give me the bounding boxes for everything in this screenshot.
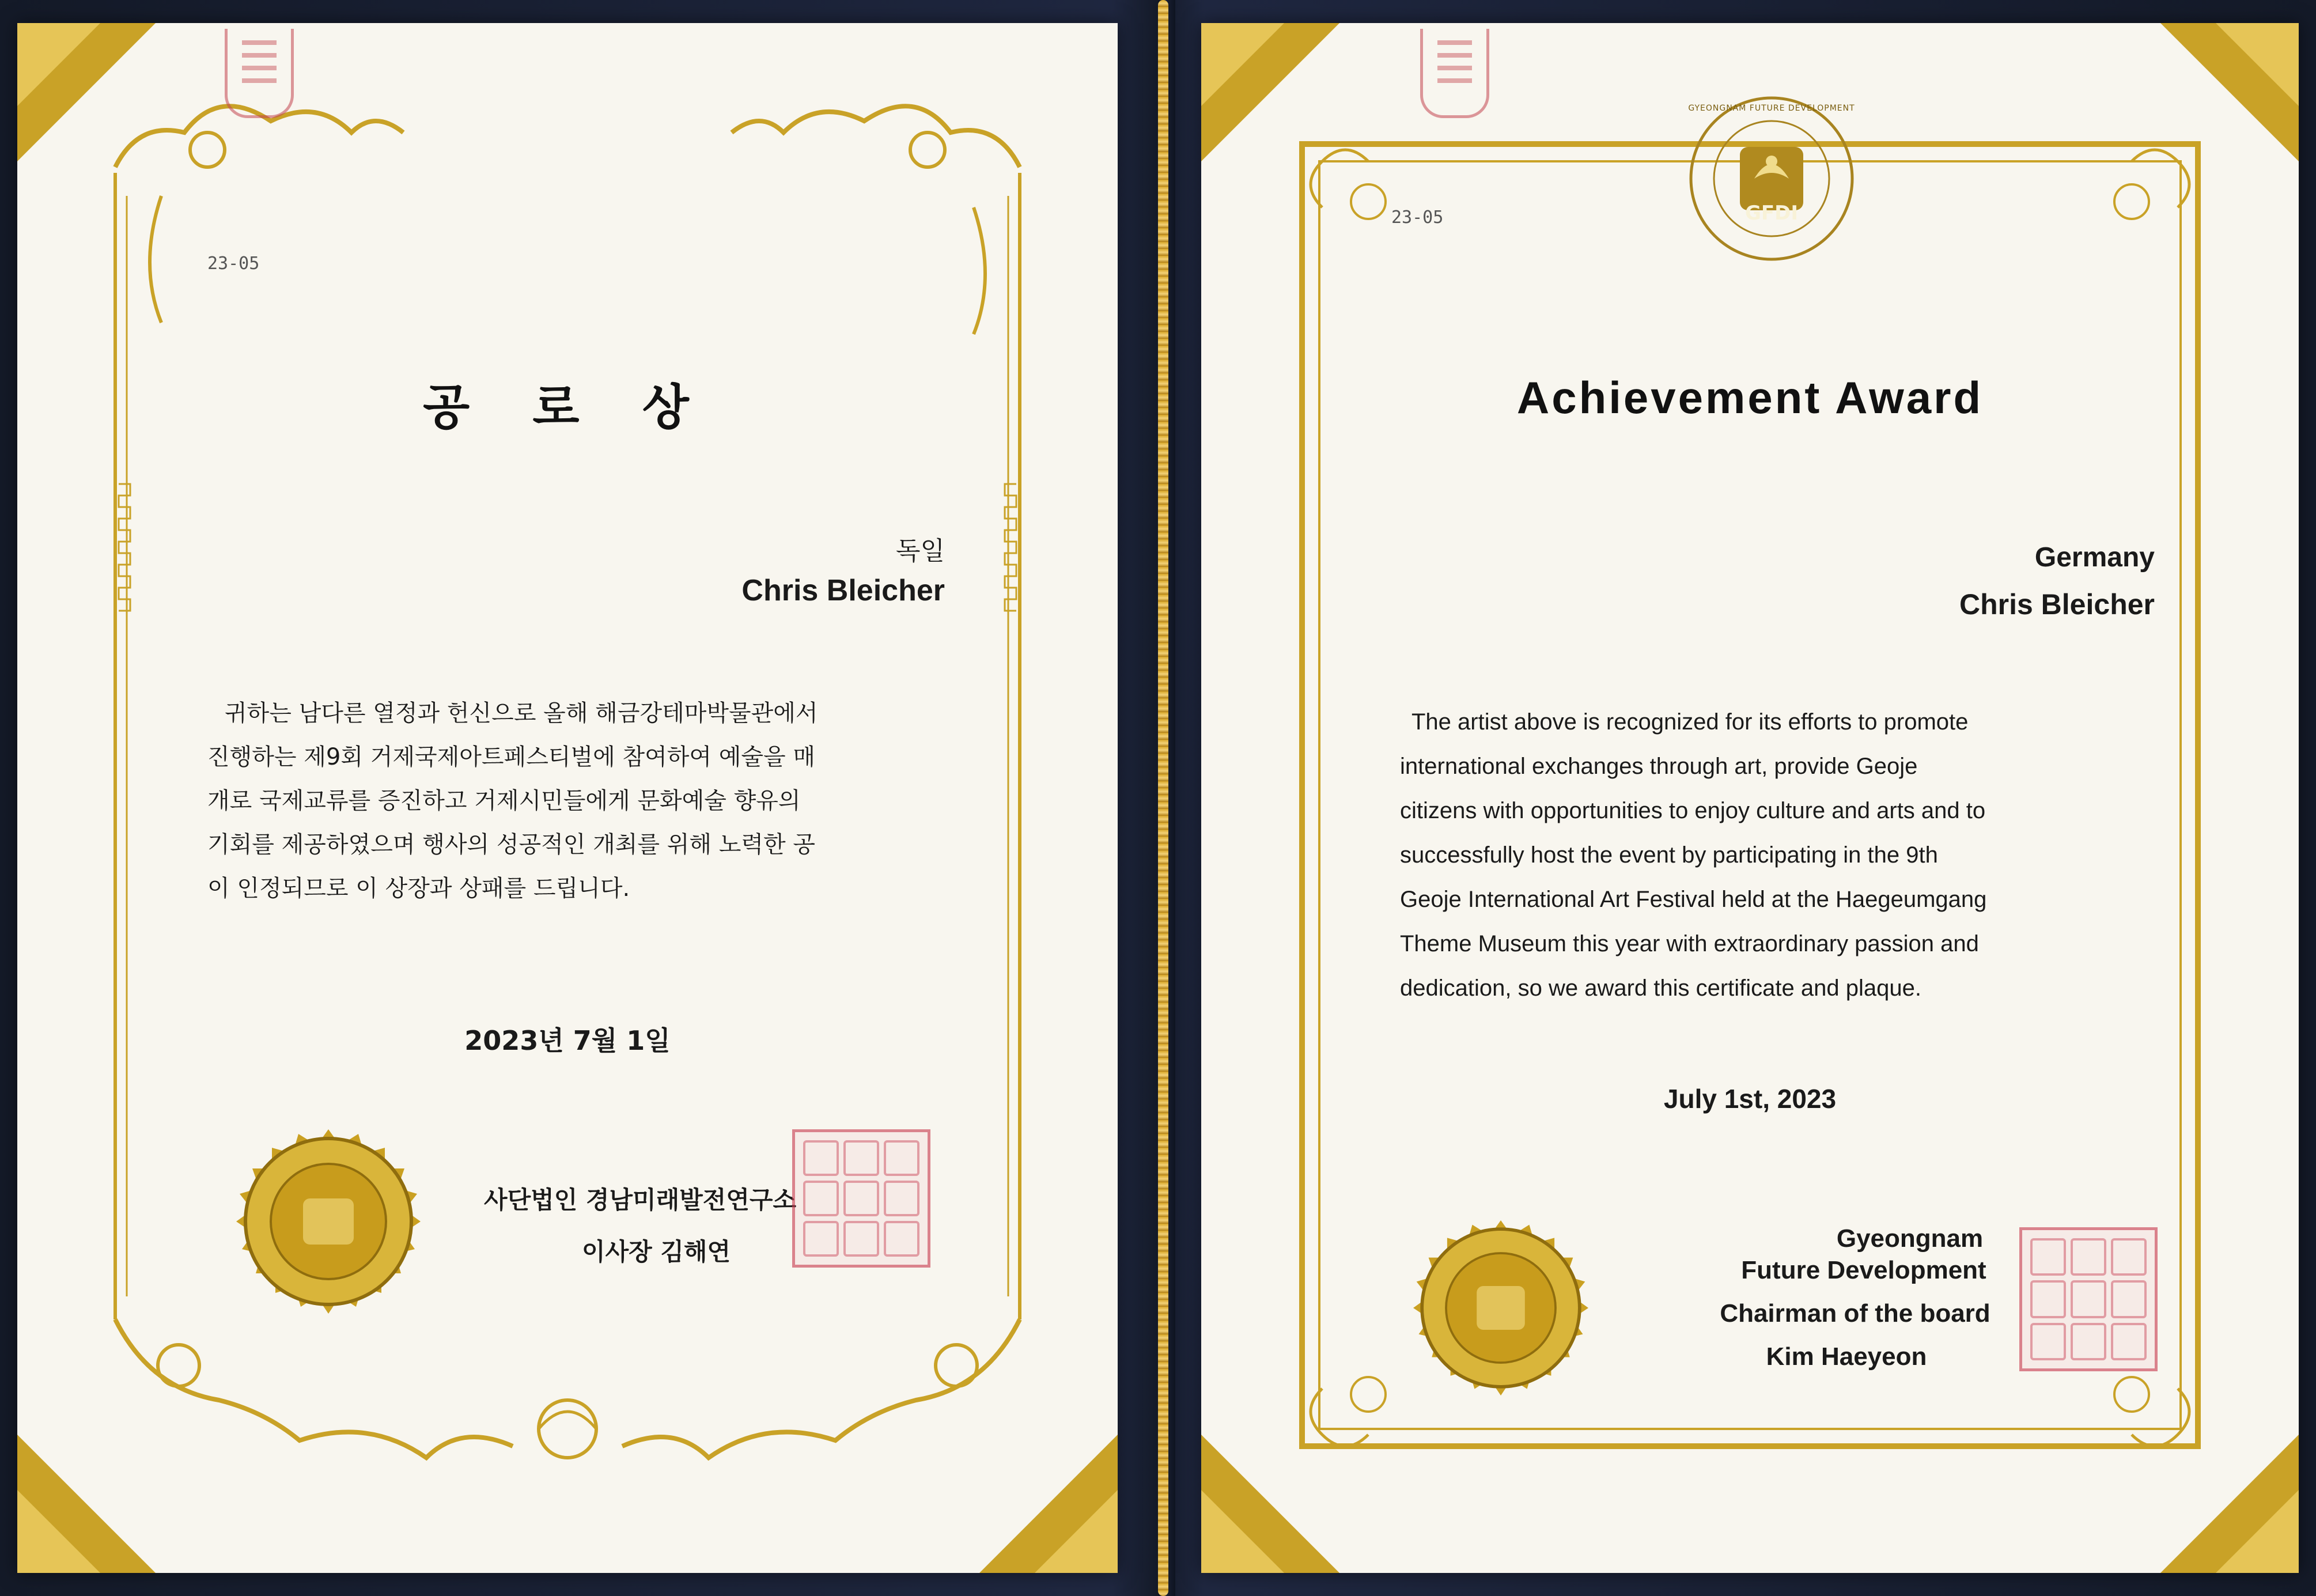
serial-number: 23-05 xyxy=(207,254,260,274)
gold-seal-icon xyxy=(1391,1198,1610,1417)
recipient-country: 독일 xyxy=(895,536,945,566)
citation-line: citizens with opportunities to enjoy culture and arts and to xyxy=(1400,798,1986,823)
gold-cord xyxy=(1158,0,1168,1596)
citation-line: The artist above is recognized for its efforts to promote xyxy=(1411,709,1969,735)
gold-corner-bottom-left xyxy=(17,1435,156,1573)
citation-body xyxy=(207,691,945,910)
organization-line-1: Gyeongnam xyxy=(1836,1224,1984,1253)
citation-line: Theme Museum this year with extraordinary passion and xyxy=(1400,931,1979,956)
gold-seal-icon xyxy=(213,1106,444,1337)
gold-corner-bottom-left xyxy=(1201,1435,1339,1573)
award-date: 2023년 7월 1일 xyxy=(464,1025,671,1056)
certificate-title: 공 로 상 xyxy=(423,379,712,436)
signatory-name: Kim Haeyeon xyxy=(1766,1342,1927,1371)
gold-corner-bottom-right xyxy=(2160,1435,2299,1573)
red-seal-stamp-top xyxy=(225,29,294,118)
red-seal-stamp xyxy=(2019,1227,2158,1371)
red-seal-stamp-top xyxy=(1420,29,1489,118)
red-seal-stamp xyxy=(792,1129,930,1268)
certificate-title: Achievement Award xyxy=(1516,372,1984,423)
citation-line: 기회를 제공하였으며 행사의 성공적인 개최를 위해 노력한 공 xyxy=(207,831,816,858)
citation-line: 진행하는 제9회 거제국제아트페스티벌에 참여하여 예술을 매 xyxy=(207,744,816,770)
citation-line: dedication, so we award this certificate and plaque. xyxy=(1400,975,1921,1001)
recipient-name: Chris Bleicher xyxy=(741,574,945,607)
gfdi-logo xyxy=(1685,92,1858,265)
organization-name: 사단법인 경남미래발전연구소 xyxy=(484,1186,797,1214)
citation-line: 이 인정되므로 이 상장과 상패를 드립니다. xyxy=(207,875,630,902)
award-date: July 1st, 2023 xyxy=(1663,1084,1837,1114)
korean-certificate xyxy=(17,23,1118,1573)
signatory-name: 이사장 김해연 xyxy=(582,1238,731,1266)
gfdi-logo-text: GFDI xyxy=(1744,202,1798,225)
recipient-name: Chris Bleicher xyxy=(1959,588,2155,621)
organization-line-2: Future Development xyxy=(1741,1256,1986,1284)
gfdi-logo-ring-text: GYEONGNAM FUTURE DEVELOPMENT xyxy=(1688,104,1855,113)
gfdi-logo-icon xyxy=(1685,92,1858,265)
citation-line: 귀하는 남다른 열정과 헌신으로 올해 해금강테마박물관에서 xyxy=(225,700,818,727)
signatory-title: Chairman of the board xyxy=(1720,1299,1990,1328)
gold-corner-top-left xyxy=(17,23,156,161)
citation-body xyxy=(1400,700,2163,1011)
gold-corner-bottom-right xyxy=(979,1435,1118,1573)
citation-line: successfully host the event by participating in the 9th xyxy=(1400,842,1938,868)
english-certificate xyxy=(1201,23,2299,1573)
gold-corner-top-right xyxy=(2160,23,2299,161)
gold-corner-top-left xyxy=(1201,23,1339,161)
serial-number: 23-05 xyxy=(1391,207,1444,228)
citation-line: Geoje International Art Festival held at the Haegeumgang xyxy=(1400,887,1987,912)
citation-line: international exchanges through art, provide Geoje xyxy=(1400,754,1918,779)
recipient-country: Germany xyxy=(2034,542,2155,573)
citation-line: 개로 국제교류를 증진하고 거제시민들에게 문화예술 향유의 xyxy=(207,788,801,814)
